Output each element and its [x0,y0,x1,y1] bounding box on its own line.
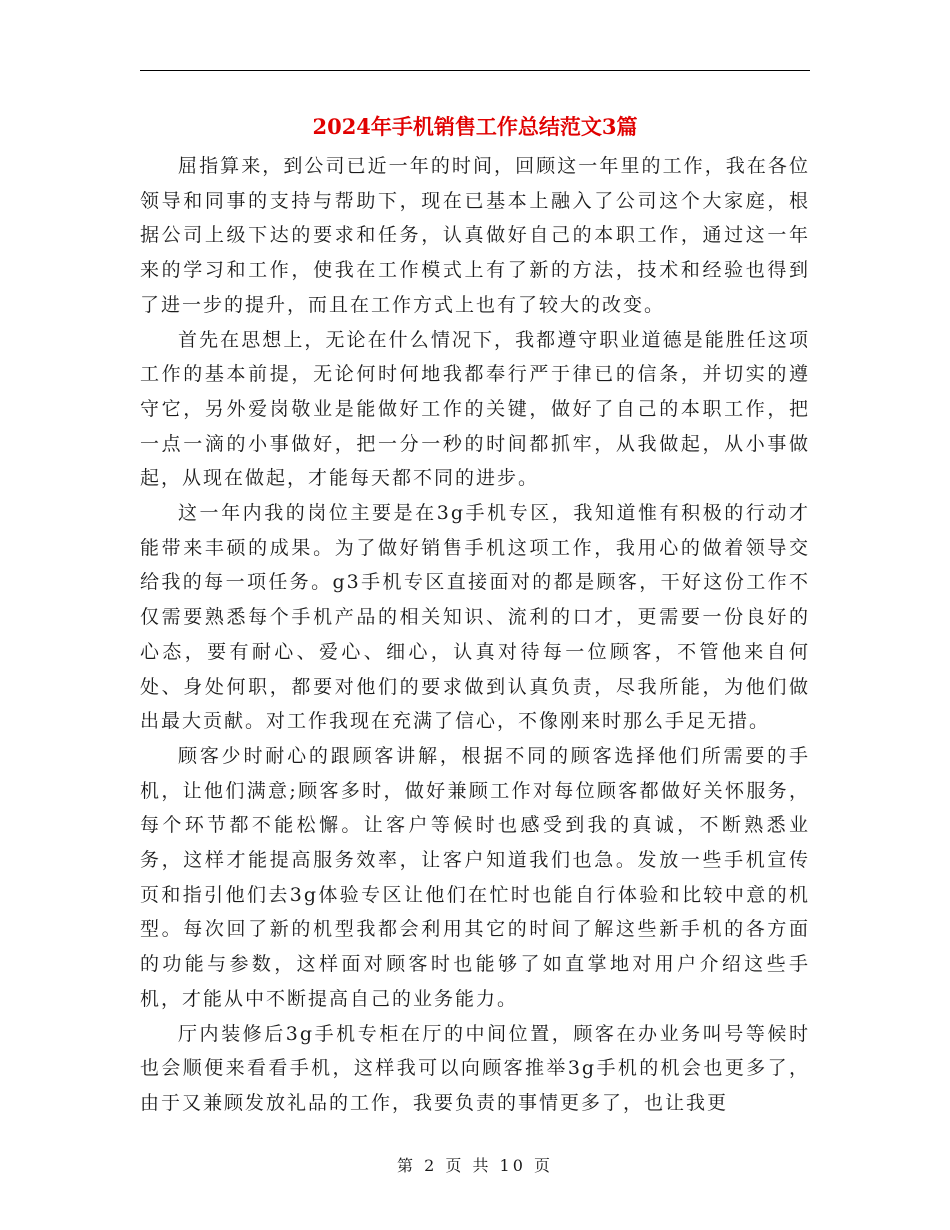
paragraph-4: 顾客少时耐心的跟顾客讲解，根据不同的顾客选择他们所需要的手机，让他们满意;顾客多时，做好兼顾工作对每位顾客都做好关怀服务，每个环节都不能松懈。让客户等候时也感受到我的真诚，不断熟悉业务，这样才能提高服务效率，让客户知道我们也急。发放一些手机宣传页和指引他们去3g体验专区让他们在忙时也能自行体验和比较中意的机型。每次回了新的机型我都会利用其它的时间了解这些新手机的各方面的功能与参数，这样面对顾客时也能够了如直掌地对用户介绍这些手机，才能从中不断提高自己的业务能力。 [140,744,810,1010]
paragraph-1: 屈指算来，到公司已近一年的时间，回顾这一年里的工作，我在各位领导和同事的支持与帮助下，现在已基本上融入了公司这个大家庭，根据公司上级下达的要求和任务，认真做好自己的本职工作，通过这一年来的学习和工作，使我在工作模式上有了新的方法，技术和经验也得到了进一步的提升，而且在工作方式上也有了较大的改变。 [140,155,810,316]
header-rule [140,70,810,71]
document-title: 2024年手机销售工作总结范文3篇 [312,114,638,139]
page-number: 第 2 页 共 10 页 [397,1156,553,1175]
paragraph-3: 这一年内我的岗位主要是在3g手机专区，我知道惟有积极的行动才能带来丰硕的成果。为了做好销售手机这项工作，我用心的做着领导交给我的每一项任务。g3手机专区直接面对的都是顾客，干好这份工作不仅需要熟悉每个手机产品的相关知识、流利的口才，更需要一份良好的心态，要有耐心、爱心、细心，认真对待每一位顾客，不管他来自何处、身处何职，都要对他们的要求做到认真负责，尽我所能，为他们做出最大贡献。对工作我现在充满了信心，不像刚来时那么手足无措。 [140,502,810,733]
document-body [140,149,810,1121]
paragraph-2: 首先在思想上，无论在什么情况下，我都遵守职业道德是能胜任这项工作的基本前提，无论何时何地我都奉行严于律已的信条，并切实的遵守它，另外爱岗敬业是能做好工作的关键，做好了自己的本职工作，把一点一滴的小事做好，把一分一秒的时间都抓牢，从我做起，从小事做起，从现在做起，才能每天都不同的进步。 [140,328,810,490]
paragraph-5: 厅内装修后3g手机专柜在厅的中间位置，顾客在办业务叫号等候时也会顺便来看看手机，这样我可以向顾客推举3g手机的机会也更多了，由于又兼顾发放礼品的工作，我要负责的事情更多了，也让我更 [140,1022,810,1114]
